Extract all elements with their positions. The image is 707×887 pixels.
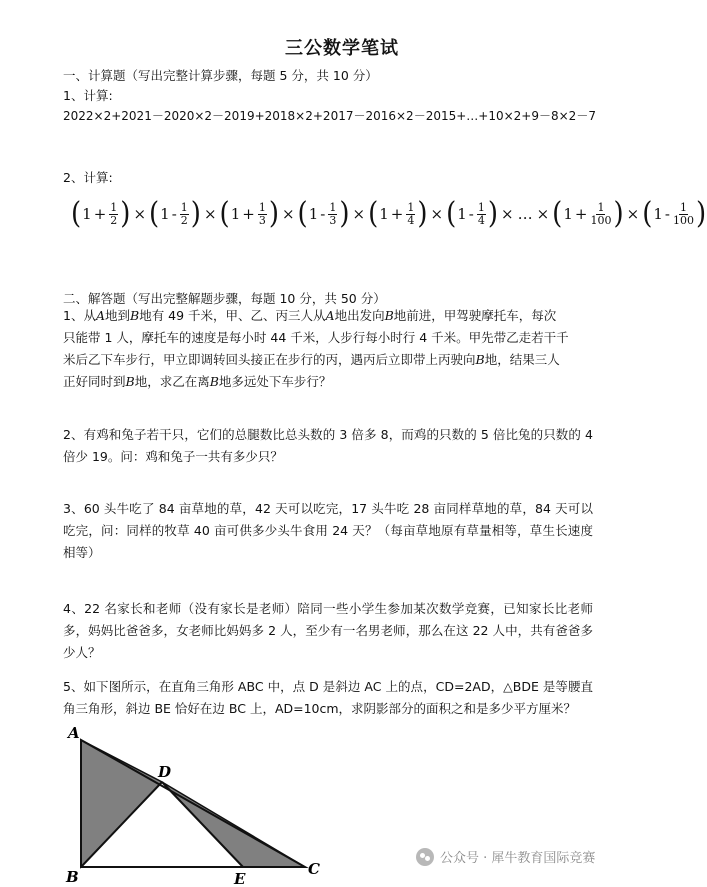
problem-1: 1、从A地到B地有 49 千米，甲、乙、丙三人从A地出发向B地前进，甲驾驶摩托车，每次 只能带 1 人，摩托车的速度是每小时 44 千米，人步行每小时行 4 千米。甲先带乙走若干千 米后乙下车步行，甲立即调转回头接正在步行的丙，遇丙后立即带上丙驶向B地，结果三人 正好同时到B地，求乙在离B地多远处下车步行？ xyxy=(63,308,569,389)
fraction xyxy=(477,202,486,227)
times-operator: × xyxy=(203,205,217,223)
problem-5: 5、如下图所示，在直角三角形 ABC 中，点 D 是斜边 AC 上的点，CD=2AD，△BDE 是等腰直角三角形，斜边 BE 恰好在边 BC 上，AD=10cm，求阴影部分的面积之和是多少平方厘米？ xyxy=(63,679,593,716)
fraction-denominator: 100 xyxy=(672,213,694,227)
term-one: 1 xyxy=(379,205,389,223)
term-operator: - xyxy=(320,205,326,223)
left-paren: ( xyxy=(446,196,457,232)
right-paren: ) xyxy=(695,196,707,232)
times-operator: × xyxy=(430,205,444,223)
fraction-numerator: 1 xyxy=(110,200,118,214)
left-paren: ( xyxy=(642,196,653,232)
problem-4: 4、22 名家长和老师（没有家长是老师）陪同一些小学生参加某次数学竞赛，已知家长比老师多，妈妈比爸爸多，女老师比妈妈多 2 人，至少有一名男老师，那么在这 22 人中，共有爸爸多少人？ xyxy=(63,601,593,660)
fraction-numerator: 1 xyxy=(597,200,605,214)
fraction xyxy=(258,202,267,227)
times-operator: × xyxy=(281,205,295,223)
fraction xyxy=(406,202,415,227)
fraction-denominator: 2 xyxy=(110,213,118,227)
fraction-numerator: 1 xyxy=(329,200,337,214)
section2-heading: 二、解答题（写出完整解题步骤，每题 10 分，共 50 分） xyxy=(63,291,386,306)
ellipsis: … xyxy=(517,205,533,223)
fraction-numerator: 1 xyxy=(407,200,415,214)
q1-label: 1、计算: xyxy=(63,88,113,103)
problem-2: 2、有鸡和兔子若干只，它们的总腿数比总头数的 3 倍多 8，而鸡的只数的 5 倍比兔的只数的 4 倍少 19。问：鸡和兔子一共有多少只？ xyxy=(63,427,593,464)
fraction-denominator: 3 xyxy=(258,213,266,227)
fraction-denominator: 4 xyxy=(477,213,485,227)
term-one: 1 xyxy=(563,205,573,223)
q1-expression: 2022×2+2021－2020×2－2019+2018×2+2017－2016×2－2015+…+10×2+9－8×2－7 xyxy=(63,109,596,123)
page-title: 三公数学笔试 xyxy=(285,38,399,59)
term-operator: + xyxy=(390,205,404,223)
term-operator: - xyxy=(468,205,474,223)
term-operator: - xyxy=(664,205,670,223)
fraction-numerator: 1 xyxy=(679,200,687,214)
fraction xyxy=(109,202,118,227)
wechat-icon xyxy=(416,848,434,866)
fraction xyxy=(180,202,189,227)
fraction-denominator: 4 xyxy=(407,213,415,227)
term-operator: + xyxy=(93,205,107,223)
left-paren: ( xyxy=(71,196,82,232)
term-one: 1 xyxy=(82,205,92,223)
fraction-denominator: 3 xyxy=(329,213,337,227)
q2-label: 2、计算: xyxy=(63,170,113,185)
label-e: E xyxy=(234,870,246,887)
fraction xyxy=(673,202,694,227)
fraction-numerator: 1 xyxy=(477,200,485,214)
watermark-text: 公众号 · 犀牛教育国际竞赛 xyxy=(440,851,596,866)
right-triangle-figure xyxy=(60,722,340,887)
watermark xyxy=(416,847,595,866)
left-paren: ( xyxy=(552,196,563,232)
fraction-numerator: 1 xyxy=(258,200,266,214)
right-paren: ) xyxy=(190,196,201,232)
right-paren: ) xyxy=(339,196,350,232)
right-paren: ) xyxy=(268,196,279,232)
times-operator: × xyxy=(501,205,514,223)
fraction-numerator: 1 xyxy=(180,200,188,214)
fraction-denominator: 2 xyxy=(180,213,188,227)
term-one: 1 xyxy=(160,205,170,223)
term-one: 1 xyxy=(653,205,663,223)
term-operator: - xyxy=(171,205,177,223)
q2-product-expression xyxy=(70,194,707,234)
label-b: B xyxy=(66,868,79,886)
term-operator: + xyxy=(574,205,588,223)
times-operator: × xyxy=(536,205,550,223)
left-paren: ( xyxy=(149,196,160,232)
fraction-denominator: 100 xyxy=(590,213,612,227)
shaded-region-abd xyxy=(81,740,162,867)
right-paren: ) xyxy=(417,196,428,232)
label-d: D xyxy=(158,763,172,781)
times-operator: × xyxy=(352,205,366,223)
right-paren: ) xyxy=(487,196,499,232)
left-paren: ( xyxy=(219,196,230,232)
fraction xyxy=(590,202,611,227)
left-paren: ( xyxy=(368,196,379,232)
times-operator: × xyxy=(133,205,147,223)
term-one: 1 xyxy=(308,205,319,223)
right-paren: ) xyxy=(120,196,131,232)
term-one: 1 xyxy=(230,205,241,223)
problem-3: 3、60 头牛吃了 84 亩草地的草，42 天可以吃完，17 头牛吃 28 亩同样草地的草，84 天可以吃完，问：同样的牧草 40 亩可供多少头牛食用 24 天？（每亩草地原有草量相等，草生长速度相等） xyxy=(63,501,593,560)
term-one: 1 xyxy=(457,205,467,223)
left-paren: ( xyxy=(297,196,308,232)
term-operator: + xyxy=(242,205,255,223)
label-a: A xyxy=(68,724,80,742)
right-paren: ) xyxy=(613,196,624,232)
fraction xyxy=(328,202,337,227)
label-c: C xyxy=(308,860,320,878)
section1-heading: 一、计算题（写出完整计算步骤，每题 5 分，共 10 分） xyxy=(63,68,378,83)
times-operator: × xyxy=(626,205,640,223)
